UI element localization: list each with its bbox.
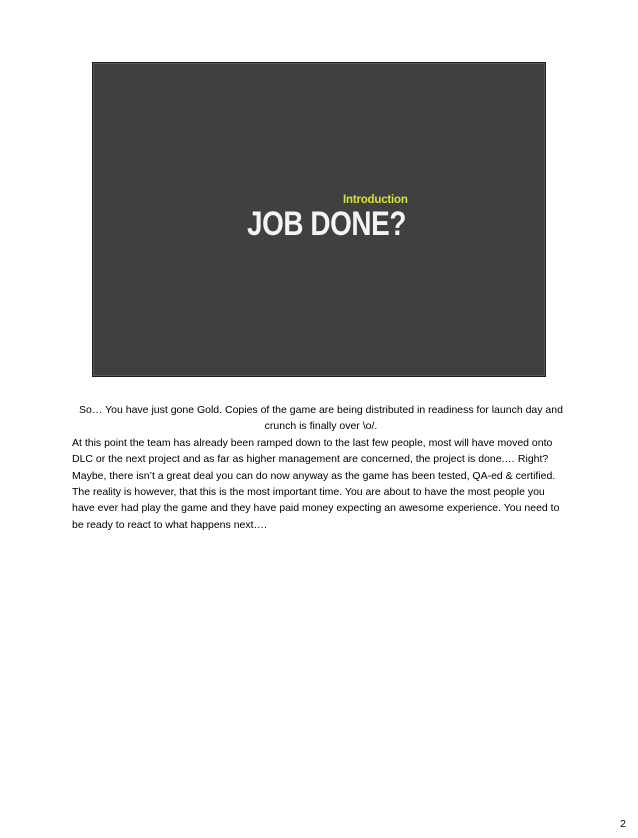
speaker-notes [72,402,570,533]
notes-paragraph: The reality is however, that this is the most important time. You are about to have the most people you have ever had play the game and they have paid money expecting an awesome experience. You need to be ready to react to what happens next…. [72,486,560,531]
slide-kicker: Introduction [343,194,408,206]
page-number: 2 [620,818,626,830]
notes-paragraph: Maybe, there isn’t a great deal you can do now anyway as the game has been tested, QA-ed & certified. [72,469,556,482]
slide-thumbnail [92,62,546,377]
notes-paragraph: So… You have just gone Gold. Copies of the game are being distributed in readiness for launch day and crunch is finally over \o/. [79,404,563,433]
notes-paragraph: At this point the team has already been ramped down to the last few people, most will have moved onto DLC or the next project and as far as higher management are concerned, the project is done.… Right? [72,436,553,466]
slide-title: JOB DONE? [247,205,406,243]
